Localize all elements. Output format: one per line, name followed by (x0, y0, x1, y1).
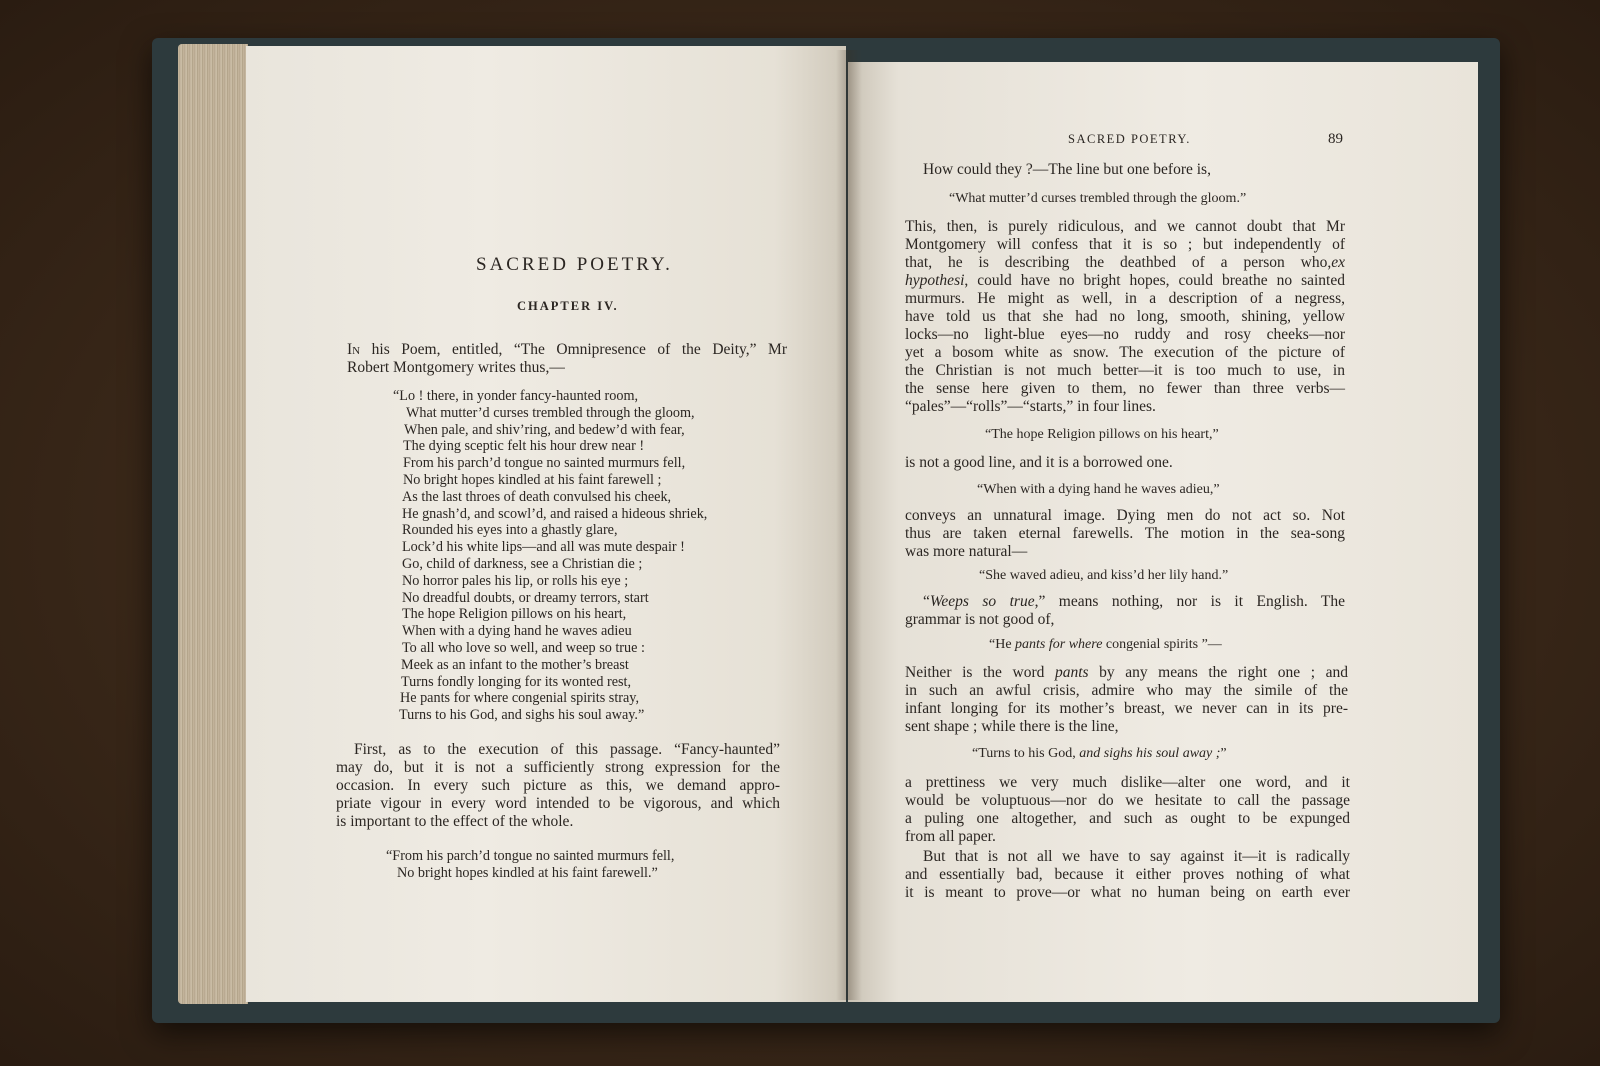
poem-line: What mutter’d curses trembled through the gloom, (406, 404, 695, 421)
closing-quote (386, 848, 674, 882)
poem-line: The hope Religion pillows on his heart, (402, 606, 627, 623)
intro-initial: In (347, 341, 361, 358)
poem-line: When pale, and shiv’ring, and bedew’d with fear, (404, 421, 685, 438)
paragraph (905, 218, 1345, 416)
poem-line: Go, child of darkness, see a Christian die ; (402, 555, 643, 572)
page-number: 89 (1328, 131, 1343, 147)
poem-line: He gnash’d, and scowl’d, and raised a hideous shriek, (402, 505, 708, 522)
poem-line: When with a dying hand he waves adieu (402, 623, 632, 640)
paragraph-line: murmurs. He might as well, in a description of a negress, (905, 290, 1345, 307)
paragraph-line: a puling one altogether, and such as ought to be expunged (905, 810, 1350, 827)
poem-line: Rounded his eyes into a ghastly glare, (402, 522, 618, 539)
paragraph-line: have told us that she had no long, smooth, shining, yellow (905, 308, 1345, 325)
poem-line: He pants for where congenial spirits stray, (400, 690, 640, 707)
text-run: , could have no bright hopes, could breathe no sainted (964, 272, 1345, 289)
paragraph-line: grammar is not good of, (905, 611, 1055, 628)
paragraph-line: may do, but it is not a sufficiently strong expression for the (336, 759, 780, 776)
block-quote: “When with a dying hand he waves adieu,” (977, 482, 1220, 497)
paragraph-line (905, 254, 1345, 272)
paragraph-line: This, then, is purely ridiculous, and we cannot doubt that Mr (905, 218, 1345, 235)
paragraph-line: in such an awful crisis, admire who may the simile of the (905, 682, 1348, 699)
paragraph-line: and essentially bad, because it either proves nothing of what (905, 866, 1350, 883)
commentary-paragraph (336, 741, 780, 831)
intro-line: his Poem, entitled, “The Omnipresence of the Deity,” Mr (360, 341, 787, 358)
paragraph (905, 848, 1350, 902)
paragraph-line: was more natural— (905, 543, 1028, 560)
poem-line: No dreadful doubts, or dreamy terrors, start (402, 589, 649, 606)
paragraph-line: First, as to the execution of this passage. “Fancy-haunted” (354, 741, 780, 758)
text-run: that, he is describing the deathbed of a person who, (905, 254, 1332, 271)
paragraph-line: a prettiness we very much dislike—alter one word, and it (905, 774, 1350, 791)
chapter-title: SACRED POETRY. (476, 254, 673, 275)
poem-line: Lock’d his white lips—and all was mute despair ! (402, 539, 685, 556)
poem-line: As the last throes of death convulsed his cheek, (402, 488, 672, 505)
poem-line: “Lo ! there, in yonder fancy-haunted room, (393, 388, 639, 404)
paragraph-line: priate vigour in every word intended to be vigorous, and which (336, 795, 780, 812)
intro-line: Robert Montgomery writes thus,— (347, 359, 565, 376)
paragraph-line: it is meant to prove—or what no human being on earth ever (905, 884, 1350, 901)
paragraph-line: the Christian is not much better—it is too much to use, in (905, 362, 1345, 379)
paragraph-line: is not a good line, and it is a borrowed one. (905, 454, 1173, 471)
text-run: congenial spirits ”— (1102, 637, 1222, 652)
page-edges (178, 44, 248, 1004)
quote-line: “From his parch’d tongue no sainted murmurs fell, (386, 848, 675, 864)
paragraph-line: conveys an unnatural image. Dying men do not act so. Not (905, 507, 1345, 524)
poem-line: Turns fondly longing for its wonted rest, (401, 673, 632, 690)
poem-line: No bright hopes kindled at his faint farewell ; (403, 471, 662, 488)
text-run: Neither is the word (905, 664, 1055, 681)
paragraph-line: locks—no light-blue eyes—no ruddy and rosy cheeks—nor (905, 326, 1345, 343)
paragraph-line (905, 664, 1348, 682)
paragraph-line: yet a bosom white as snow. The execution of the picture of (905, 344, 1345, 361)
text-run: “Turns to his God, (972, 746, 1080, 761)
text-run: ” (1220, 746, 1227, 761)
italic-text: pants for where (1015, 637, 1103, 652)
poem-line: Meek as an infant to the mother’s breast (401, 656, 629, 673)
paragraph (905, 507, 1345, 561)
block-quote (989, 636, 1222, 653)
running-head: SACRED POETRY. (1068, 132, 1191, 146)
block-quote (972, 745, 1227, 762)
text-run: ,” means nothing, nor is it English. The (1034, 593, 1345, 610)
text-run: “He (989, 637, 1016, 652)
block-quote: “The hope Religion pillows on his heart,” (985, 427, 1219, 442)
poem-line: The dying sceptic felt his hour drew near ! (403, 438, 645, 455)
paragraph (905, 774, 1350, 846)
italic-text: and sighs his soul away ; (1079, 746, 1221, 761)
poem-line: Turns to his God, and sighs his soul away.” (399, 707, 645, 724)
paragraph (905, 664, 1348, 736)
paragraph-line (905, 593, 1345, 611)
text-run: “ (923, 593, 930, 610)
poem-line: To all who love so well, and weep so true : (402, 639, 645, 656)
intro-paragraph (347, 341, 787, 377)
poem-line: From his parch’d tongue no sainted murmurs fell, (403, 455, 686, 472)
quote-line: No bright hopes kindled at his faint farewell.” (397, 864, 658, 881)
intro-line: How could they ?—The line but one before is, (923, 161, 1211, 178)
paragraph-line: from all paper. (905, 828, 996, 845)
paragraph-line: thus are taken eternal farewells. The motion in the sea-song (905, 525, 1345, 542)
paragraph-line: infant longing for its mother’s breast, we never can in its pre- (905, 700, 1348, 717)
paragraph-line: is important to the effect of the whole. (336, 813, 574, 830)
poem (393, 388, 707, 724)
paragraph-line: the sense here given to them, no fewer than three verbs— (905, 380, 1345, 397)
paragraph (905, 593, 1345, 629)
book-gutter (836, 50, 862, 1000)
italic-text: ex (1331, 254, 1345, 271)
paragraph-line (905, 272, 1345, 290)
text-run: by any means the right one ; and (1088, 664, 1348, 681)
block-quote: “What mutter’d curses trembled through the gloom.” (949, 191, 1247, 206)
paragraph-line: would be voluptuous—nor do we hesitate to call the passage (905, 792, 1350, 809)
paragraph-line: “pales”—“rolls”—“starts,” in four lines. (905, 398, 1156, 415)
italic-text: Weeps so true (929, 593, 1035, 610)
paragraph-line: But that is not all we have to say against it—it is radically (923, 848, 1350, 865)
block-quote: “She waved adieu, and kiss’d her lily hand.” (979, 568, 1229, 583)
italic-text: hypothesi (905, 272, 965, 289)
chapter-number: CHAPTER IV. (517, 299, 619, 313)
paragraph-line: sent shape ; while there is the line, (905, 718, 1119, 735)
paragraph-line: occasion. In every such picture as this, we demand appro- (336, 777, 780, 794)
poem-line: No horror pales his lip, or rolls his eye ; (402, 572, 629, 589)
paragraph-line: Montgomery will confess that it is so ; but independently of (905, 236, 1345, 253)
italic-text: pants (1054, 664, 1089, 681)
